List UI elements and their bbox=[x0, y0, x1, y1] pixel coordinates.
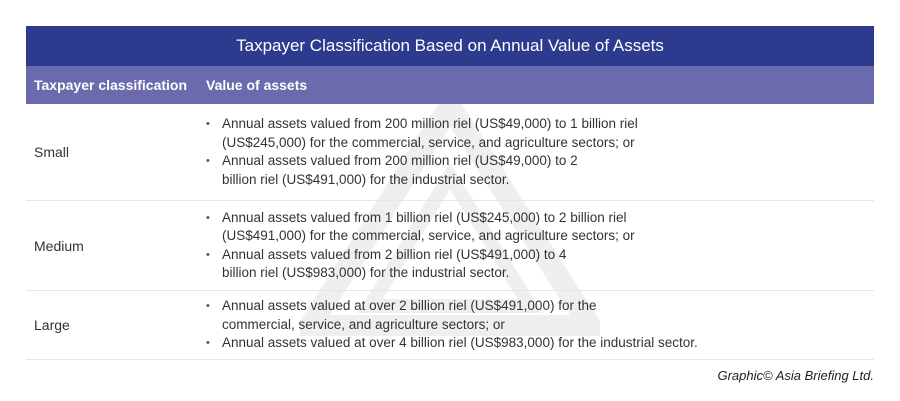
table-title bbox=[26, 26, 874, 66]
value-list bbox=[206, 115, 874, 189]
value-cell bbox=[206, 115, 874, 189]
item-line: billion riel (US$491,000) for the industrial sector. bbox=[222, 171, 510, 187]
graphic-credit: Graphic© Asia Briefing Ltd. bbox=[717, 368, 874, 383]
header-value: Value of assets bbox=[206, 77, 308, 93]
item-line: Annual assets valued at over 2 billion riel (US$491,000) for the bbox=[222, 298, 597, 314]
table-row bbox=[26, 291, 874, 360]
table-row bbox=[26, 104, 874, 201]
item-line: Annual assets valued at over 4 billion riel (US$983,000) for the industrial sector. bbox=[222, 335, 698, 351]
item-line: (US$245,000) for the commercial, service, and agriculture sectors; or bbox=[222, 134, 635, 150]
value-list bbox=[206, 297, 874, 353]
list-item bbox=[206, 209, 692, 246]
item-line: Annual assets valued from 1 billion riel (US$245,000) to 2 billion riel bbox=[222, 209, 627, 225]
list-item bbox=[206, 246, 692, 283]
item-line: commercial, service, and agriculture sectors; or bbox=[222, 316, 505, 332]
item-line: Annual assets valued from 2 billion riel (US$491,000) to 4 bbox=[222, 246, 567, 262]
header-classification: Taxpayer classification bbox=[34, 77, 188, 93]
item-line: Annual assets valued from 200 million riel (US$49,000) to 1 billion riel bbox=[222, 116, 638, 131]
classification-large: Large bbox=[34, 317, 70, 333]
item-line: Annual assets valued from 200 million riel (US$49,000) to 2 bbox=[222, 153, 578, 168]
table-title-text: Taxpayer Classification Based on Annual Value of Assets bbox=[236, 36, 664, 55]
value-cell bbox=[206, 297, 874, 353]
item-line: billion riel (US$983,000) for the industrial sector. bbox=[222, 265, 510, 280]
list-item bbox=[206, 334, 752, 353]
table-row bbox=[26, 201, 874, 291]
value-cell bbox=[206, 209, 874, 283]
list-item bbox=[206, 115, 692, 152]
list-item bbox=[206, 152, 692, 189]
taxpayer-classification-table bbox=[26, 26, 874, 360]
item-line: (US$491,000) for the commercial, service, and agriculture sectors; or bbox=[222, 228, 635, 243]
list-item bbox=[206, 297, 692, 334]
classification-small: Small bbox=[34, 144, 70, 160]
table-header-row bbox=[26, 66, 874, 104]
value-list bbox=[206, 209, 874, 283]
classification-medium: Medium bbox=[34, 237, 84, 254]
